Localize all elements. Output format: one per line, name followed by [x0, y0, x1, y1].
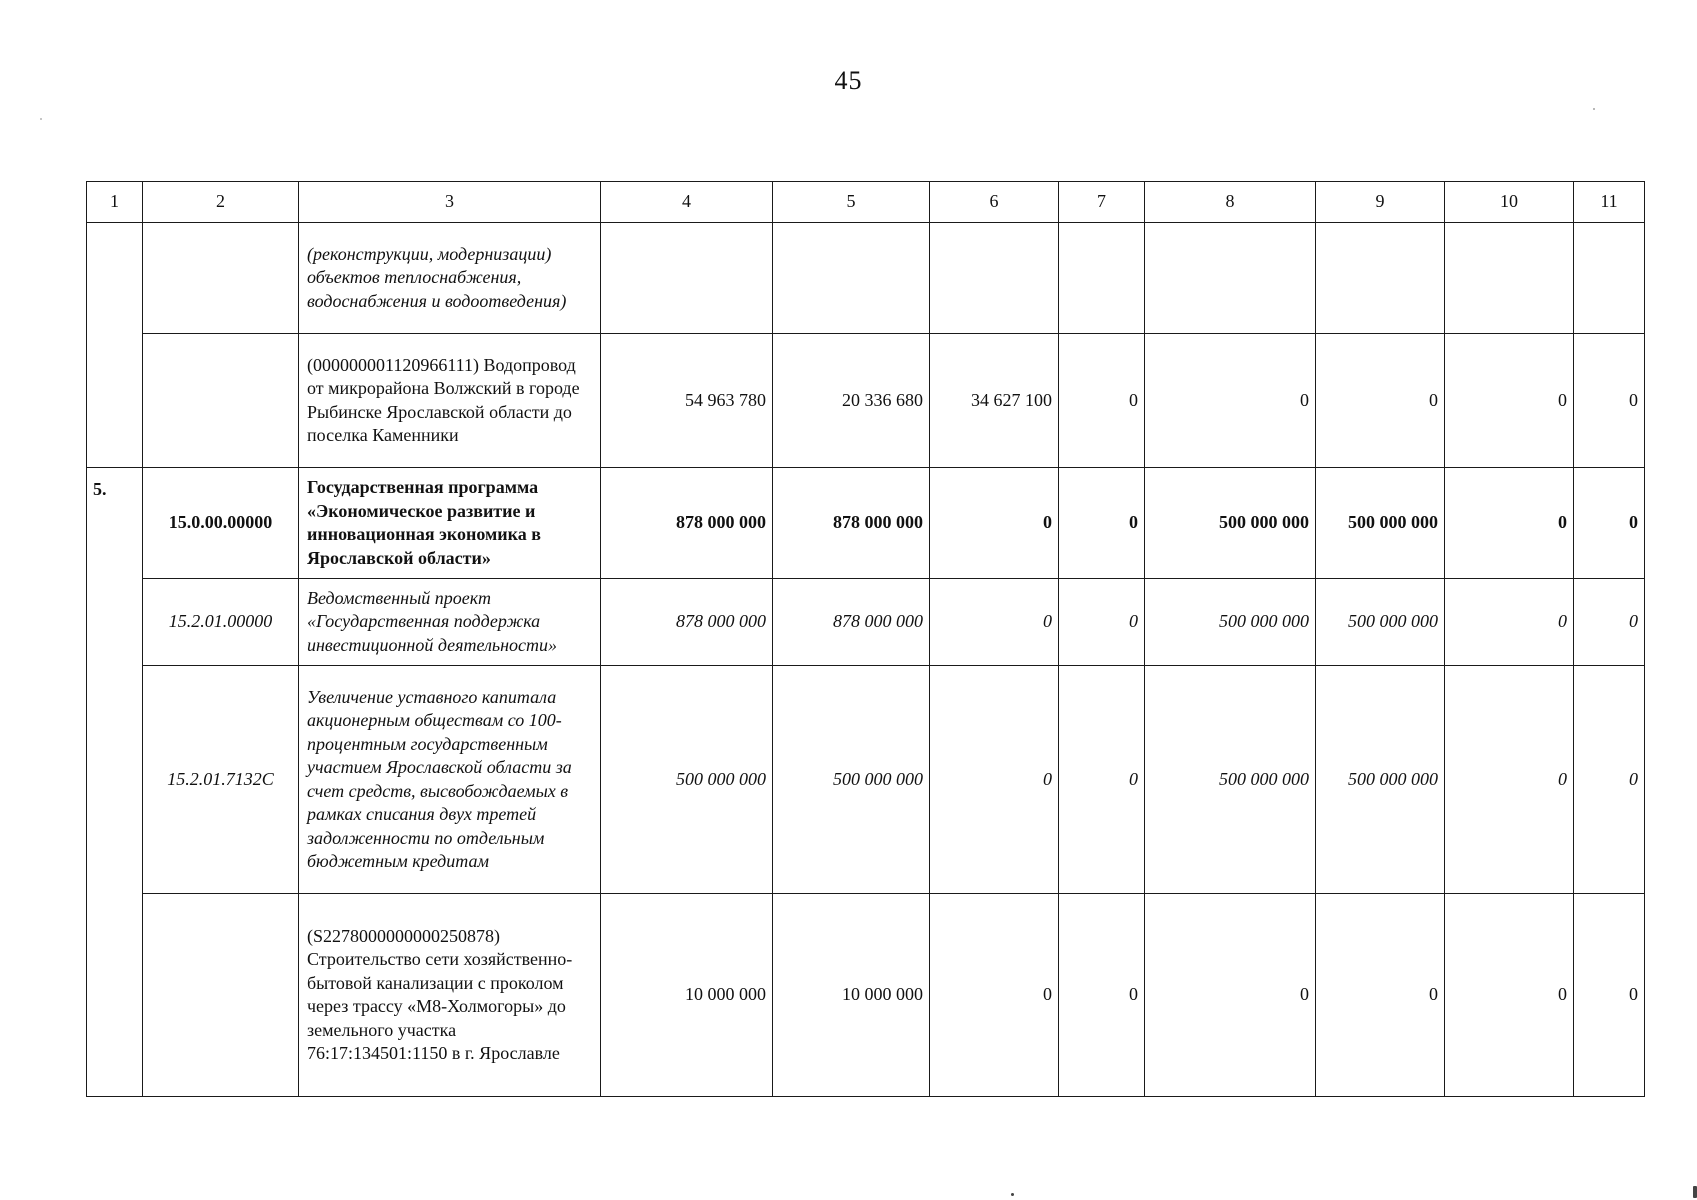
- column-header: 3: [299, 182, 601, 223]
- value-cell: [773, 223, 930, 334]
- value-cell: 500 000 000: [773, 666, 930, 894]
- value-cell: 0: [1445, 666, 1574, 894]
- table-row: [87, 666, 1645, 894]
- value-cell: 0: [1574, 334, 1645, 468]
- value-cell: 10 000 000: [773, 894, 930, 1097]
- value-cell: 0: [1574, 894, 1645, 1097]
- value-cell: 0: [1574, 468, 1645, 579]
- code-cell: [143, 334, 299, 468]
- value-cell: [930, 223, 1059, 334]
- value-cell: [1574, 223, 1645, 334]
- row-number-cell: 5.: [87, 468, 143, 1097]
- table-row: [87, 894, 1645, 1097]
- value-cell: 878 000 000: [601, 468, 773, 579]
- column-header: 9: [1316, 182, 1445, 223]
- value-cell: [1059, 223, 1145, 334]
- column-header: 11: [1574, 182, 1645, 223]
- value-cell: 500 000 000: [1145, 579, 1316, 666]
- value-cell: 0: [1316, 334, 1445, 468]
- value-cell: 0: [930, 468, 1059, 579]
- value-cell: 500 000 000: [601, 666, 773, 894]
- value-cell: [1445, 223, 1574, 334]
- page-number: 45: [834, 66, 863, 95]
- value-cell: 500 000 000: [1316, 579, 1445, 666]
- description-cell: Государственная программа «Экономическое развитие и инновационная экономика в Ярославской области»: [299, 468, 601, 579]
- column-header: 10: [1445, 182, 1574, 223]
- value-cell: 0: [1445, 894, 1574, 1097]
- value-cell: [1145, 223, 1316, 334]
- value-cell: 20 336 680: [773, 334, 930, 468]
- value-cell: 0: [1059, 666, 1145, 894]
- column-header: 4: [601, 182, 773, 223]
- value-cell: 0: [1145, 894, 1316, 1097]
- value-cell: 500 000 000: [1145, 468, 1316, 579]
- column-header: 2: [143, 182, 299, 223]
- scan-speck: [1593, 108, 1595, 110]
- value-cell: [1316, 223, 1445, 334]
- scan-speck: [1693, 1186, 1697, 1198]
- value-cell: 0: [1445, 579, 1574, 666]
- value-cell: 0: [1445, 334, 1574, 468]
- value-cell: 0: [1145, 334, 1316, 468]
- scan-speck: [1011, 1193, 1014, 1196]
- table-row: [87, 579, 1645, 666]
- value-cell: 0: [1059, 468, 1145, 579]
- description-cell: Ведомственный проект «Государственная поддержка инвестиционной деятельности»: [299, 579, 601, 666]
- budget-table: [86, 181, 1645, 1097]
- value-cell: 878 000 000: [773, 579, 930, 666]
- description-cell: (реконструкции, модернизации) объектов теплоснабжения, водоснабжения и водоотведения): [299, 223, 601, 334]
- code-cell: 15.2.01.7132C: [143, 666, 299, 894]
- value-cell: 0: [1574, 579, 1645, 666]
- table-row: [87, 334, 1645, 468]
- table-row: [87, 468, 1645, 579]
- value-cell: 10 000 000: [601, 894, 773, 1097]
- value-cell: 0: [1059, 334, 1145, 468]
- description-cell: (S2278000000000250878) Строительство сети хозяйственно-бытовой канализации с проколом через трассу «М8-Холмогоры» до земельного участка 76:17:134501:1150 в г. Ярославле: [299, 894, 601, 1097]
- code-cell: 15.0.00.00000: [143, 468, 299, 579]
- table-row: [87, 223, 1645, 334]
- value-cell: 878 000 000: [601, 579, 773, 666]
- value-cell: 0: [1445, 468, 1574, 579]
- value-cell: 0: [1316, 894, 1445, 1097]
- value-cell: 0: [930, 579, 1059, 666]
- value-cell: 500 000 000: [1145, 666, 1316, 894]
- value-cell: [601, 223, 773, 334]
- column-header: 7: [1059, 182, 1145, 223]
- value-cell: 878 000 000: [773, 468, 930, 579]
- code-cell: 15.2.01.00000: [143, 579, 299, 666]
- value-cell: 0: [930, 666, 1059, 894]
- value-cell: 0: [930, 894, 1059, 1097]
- column-header-row: [87, 182, 1645, 223]
- description-cell: Увеличение уставного капитала акционерным обществам со 100-процентным государственным участием Ярославской области за счет средств, высвобождаемых в рамках списания двух третей задолженности по отдельным бюджетным кредитам: [299, 666, 601, 894]
- value-cell: 500 000 000: [1316, 468, 1445, 579]
- description-cell: (000000001120966111) Водопровод от микрорайона Волжский в городе Рыбинске Ярославской области до поселка Каменники: [299, 334, 601, 468]
- row-number-cell: [87, 223, 143, 468]
- value-cell: 0: [1574, 666, 1645, 894]
- value-cell: 500 000 000: [1316, 666, 1445, 894]
- column-header: 5: [773, 182, 930, 223]
- value-cell: 0: [1059, 894, 1145, 1097]
- value-cell: 0: [1059, 579, 1145, 666]
- code-cell: [143, 223, 299, 334]
- column-header: 8: [1145, 182, 1316, 223]
- value-cell: 54 963 780: [601, 334, 773, 468]
- column-header: 1: [87, 182, 143, 223]
- column-header: 6: [930, 182, 1059, 223]
- code-cell: [143, 894, 299, 1097]
- scan-speck: [40, 118, 42, 120]
- value-cell: 34 627 100: [930, 334, 1059, 468]
